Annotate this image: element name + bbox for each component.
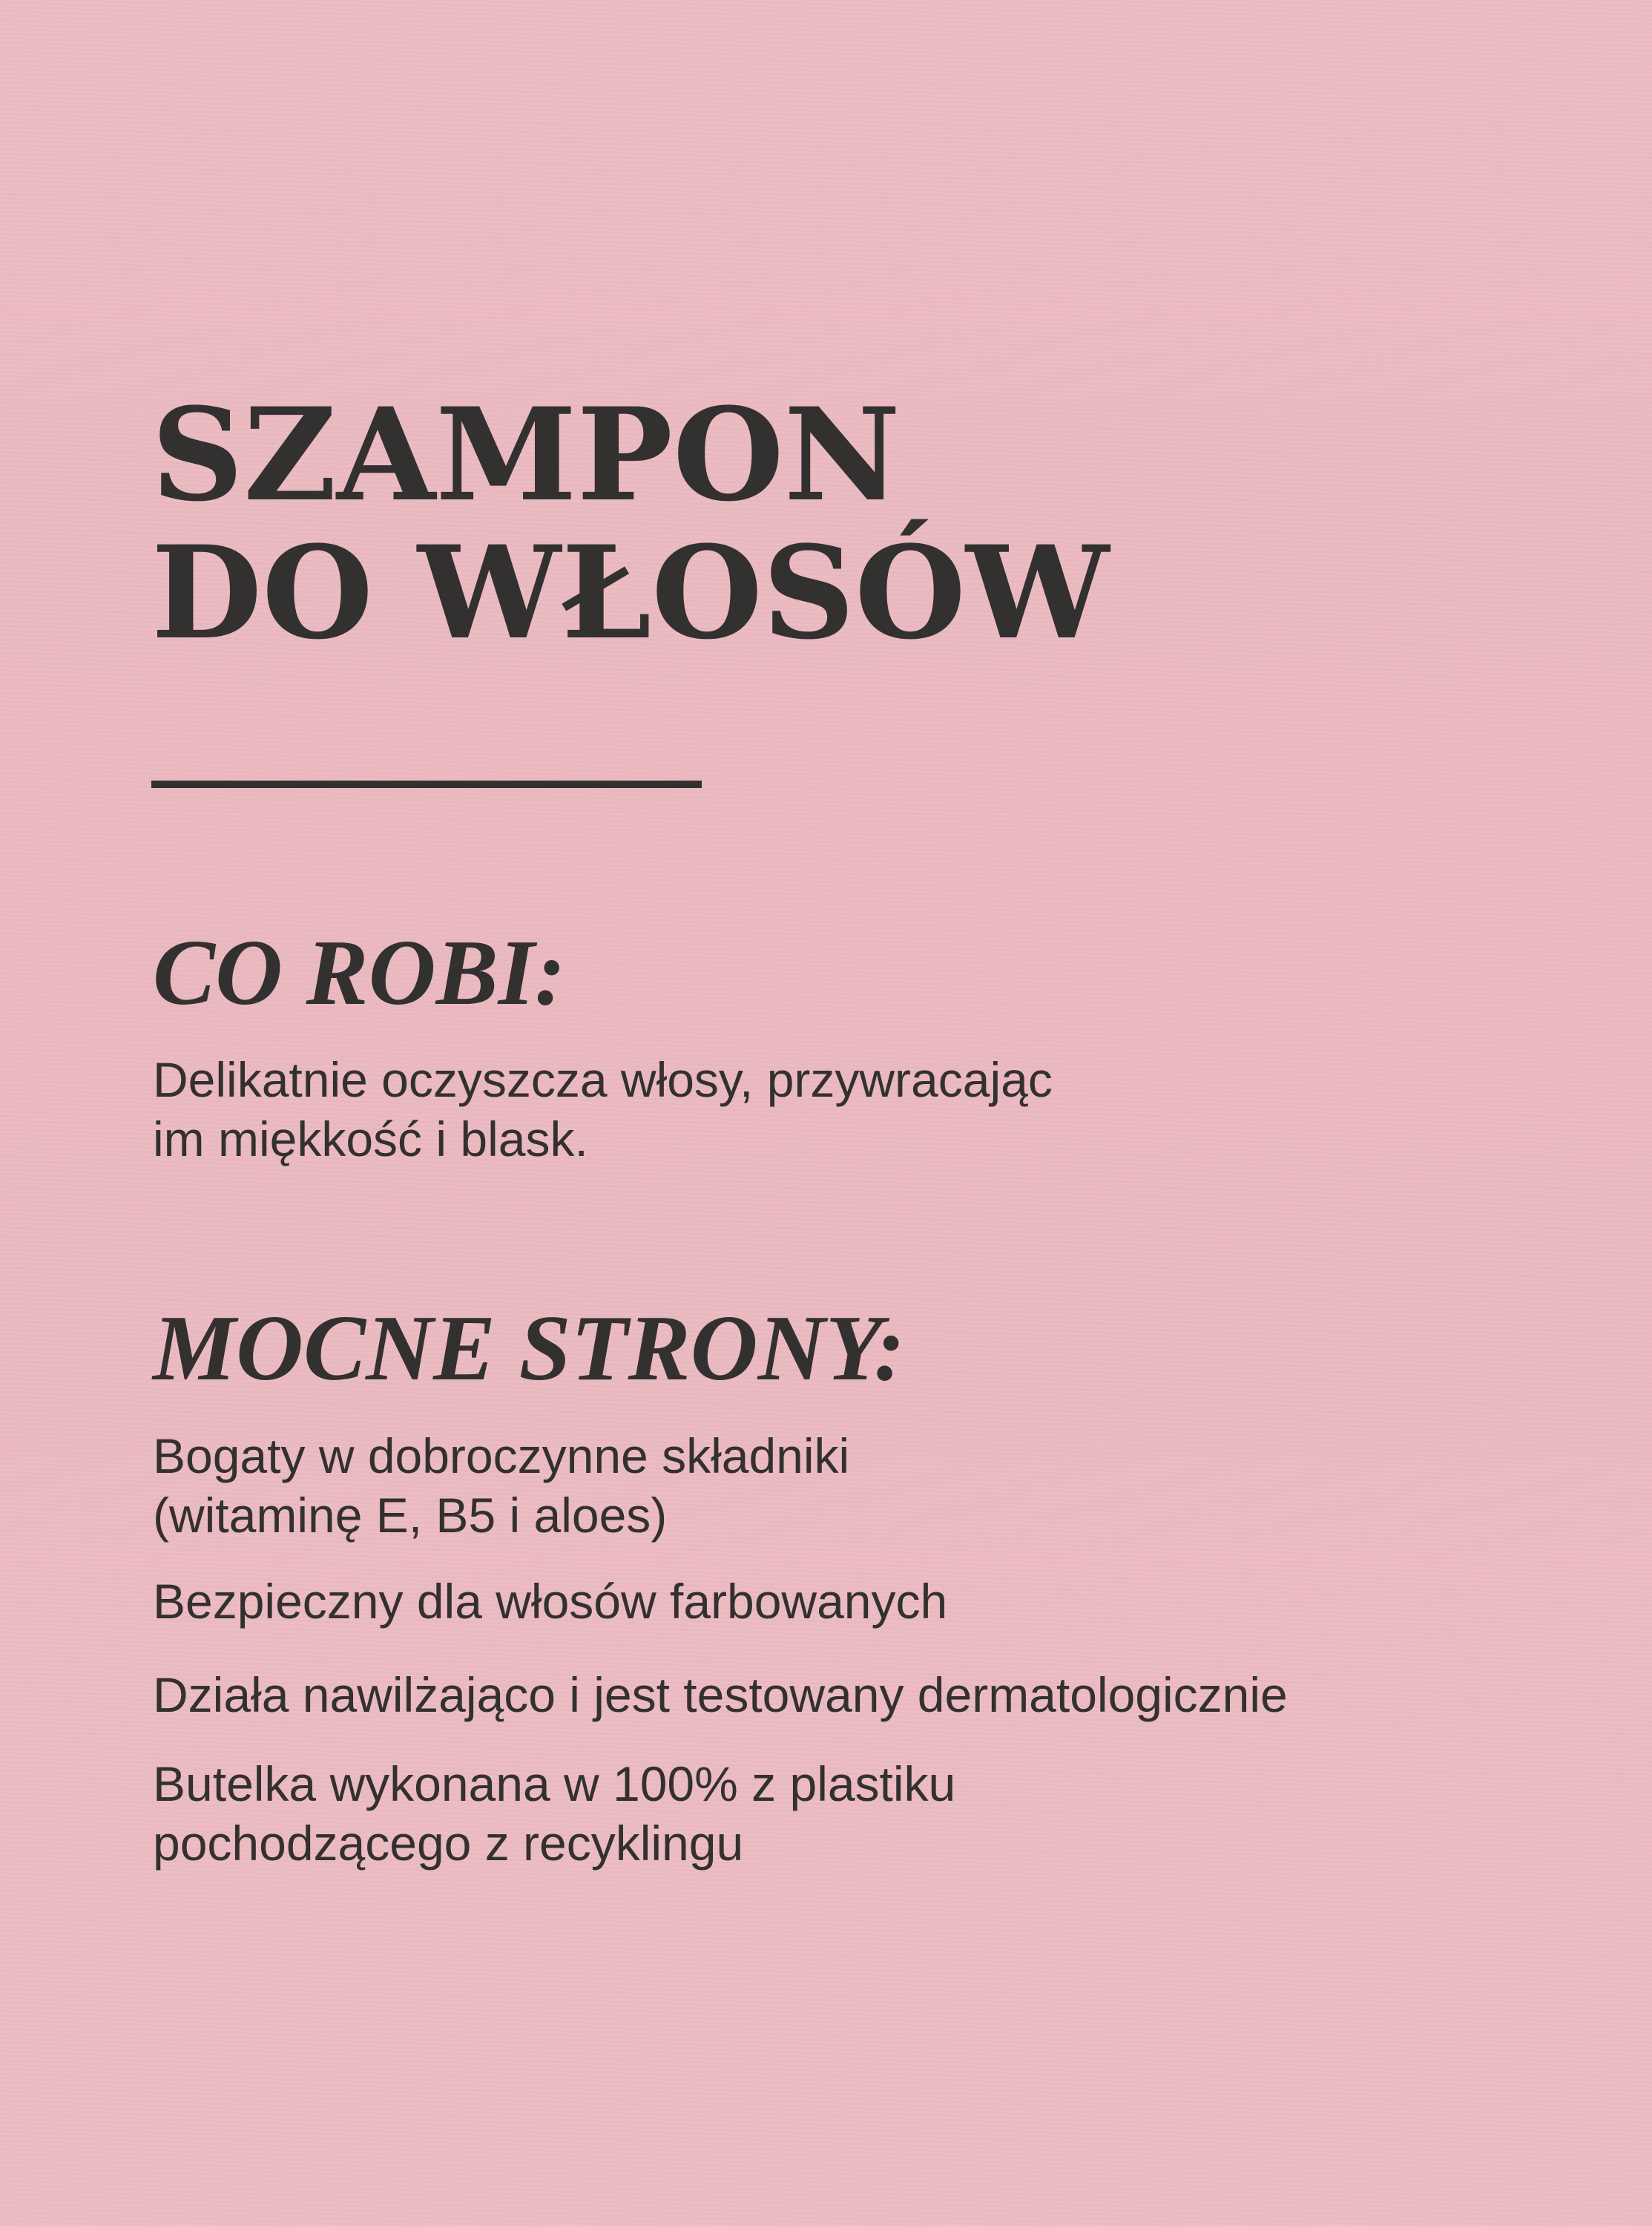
strength-item-ingredients: Bogaty w dobroczynne składniki (witaminę E, B5 i aloes) — [153, 1428, 850, 1543]
strengths-list — [153, 1426, 1288, 1873]
product-title — [151, 379, 1110, 668]
strength-item-recycled-bottle: Butelka wykonana w 100% z plastiku pochodzącego z recyklingu — [153, 1756, 956, 1871]
strength-item-moisturizing: Działa nawilżająco i jest testowany dermatologicznie — [153, 1667, 1288, 1722]
title-divider — [151, 781, 702, 788]
strength-item-colored-hair: Bezpieczny dla włosów farbowanych — [153, 1574, 948, 1629]
what-it-does-description: Delikatnie oczyszcza włosy, przywracając im miękkość i blask. — [153, 1052, 1053, 1166]
product-title-line-2: DO WŁOSÓW — [151, 517, 1110, 668]
product-title-line-1: SZAMPON — [151, 379, 901, 530]
what-it-does-heading: CO ROBI: — [153, 922, 566, 1025]
strengths-heading: MOCNE STRONY: — [153, 1297, 906, 1400]
